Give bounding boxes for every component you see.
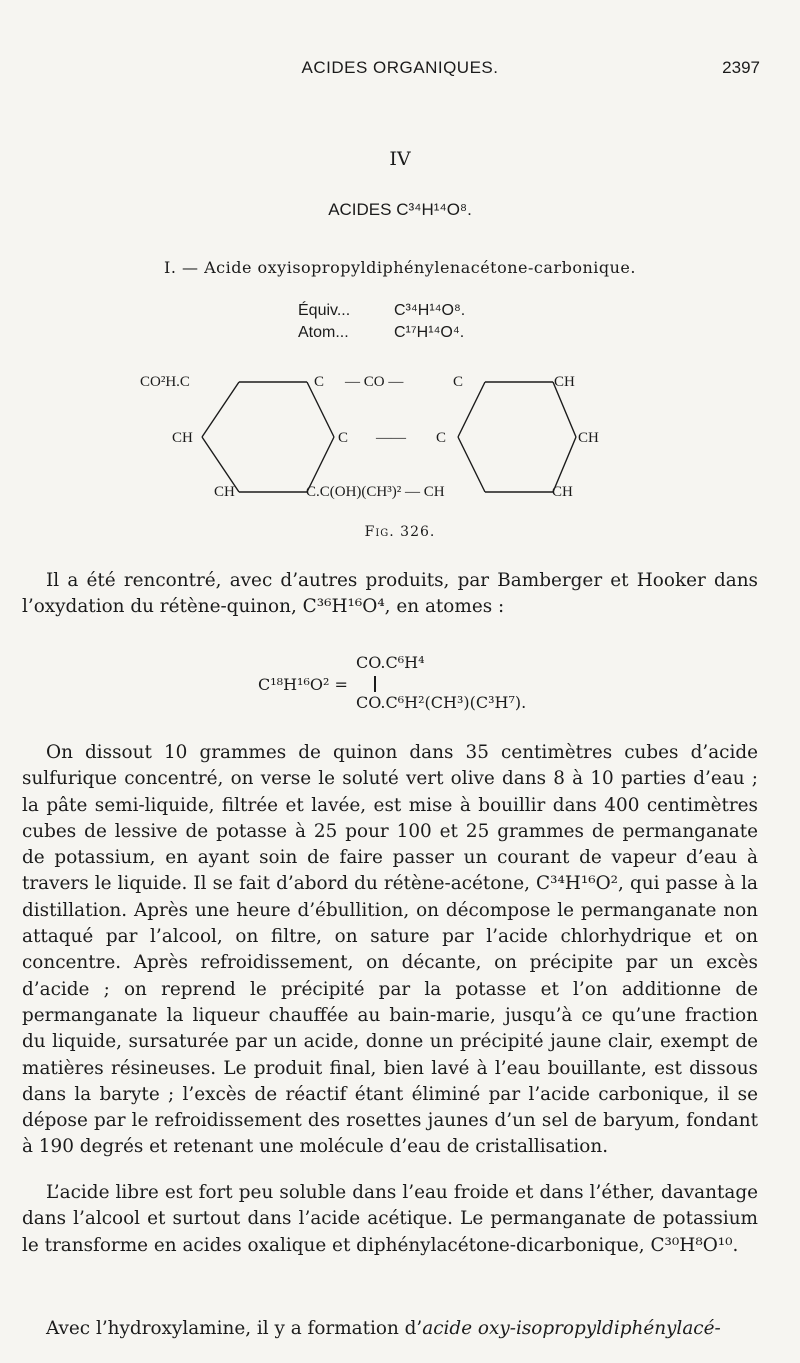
- fig-label-mid-c2: C: [436, 430, 447, 446]
- paragraph-3-text: L’acide libre est fort peu soluble dans l’eau froide et dans l’éther, davantage dans l’alcool et surtout dans l’acide acétique. Le permanganate de potassium le transforme en acides oxalique et diphénylacétone-dicarbonique, C³⁰H⁸O¹⁰.: [22, 1182, 758, 1256]
- subheading: I. — Acide oxyisopropyldiphénylenacétone-carbonique.: [164, 258, 636, 277]
- formula-block: [298, 300, 465, 344]
- paragraph-3: [22, 1180, 758, 1259]
- paragraph-1: [22, 568, 758, 621]
- paragraph-4-text: Avec l’hydroxylamine, il y a formation d’: [46, 1318, 423, 1339]
- page-number: 2397: [722, 58, 760, 77]
- fig-label-top-c2: C: [453, 374, 464, 390]
- fig-label-mid-c1: C: [338, 430, 349, 446]
- equation-left: C¹⁸H¹⁶O² =: [258, 675, 348, 694]
- fig-label-mid-right: CH: [578, 430, 599, 446]
- fig-label-top-left: CO²H.C: [140, 374, 190, 390]
- figure-caption: Fig. 326.: [364, 524, 436, 540]
- paragraph-2: [22, 740, 758, 1161]
- paragraph-4-italic: acide oxy-isopropyldiphénylacé-: [422, 1318, 721, 1339]
- running-head: [0, 58, 800, 82]
- fig-label-bot-mid: C.C(OH)(CH³)² — CH: [306, 484, 445, 500]
- paragraph-2-text: On dissout 10 grammes de quinon dans 35 centimètres cubes d’acide sulfurique concentré, on verse le soluté vert olive dans 8 à 10 parties d’eau ; la pâte semi-liquide, filtrée et lavée, est mise à bouillir dans 400 centimètres cubes de lessive de potasse à 25 pour 100 et 25 grammes de permanganate de potassium, en ayant soin de faire passer un courant de vapeur d’eau à travers le liquide. Il se fait d’abord du rétène-acétone, C³⁴H¹⁶O², qui passe à la distillation. Après une heure d’ébullition, on décompose le permanganate non attaqué par l’alcool, on filtre, on sature par l’acide chlorhydrique et on concentre. Après refroidissement, on décante, on précipite par un excès d’acide ; on reprend le précipité par la potasse et l’on additionne de permanganate la liqueur chauffée au bain-marie, jusqu’à ce qu’une fraction du liquide, sursaturée par un acide, donne un précipité jaune clair, exempt de matières résineuses. Le produit final, bien lavé à l’eau bouillante, est dissous dans la baryte ; l’excès de réactif étant éliminé par l’acide carbonique, il se dépose par le refroidissement des rosettes jaunes d’un sel de baryum, fondant à 190 degrés et retenant une molécule d’eau de cristallisation.: [22, 742, 758, 1158]
- atom-label: Atom...: [298, 324, 349, 341]
- fig-label-mid-dash: ——: [376, 430, 406, 446]
- equation-bond-line: [374, 676, 376, 692]
- atom-value: C¹⁷H¹⁴O⁴.: [394, 324, 465, 341]
- fig-label-mid-left: CH: [172, 430, 193, 446]
- section-title: ACIDES C³⁴H¹⁴O⁸.: [328, 200, 472, 219]
- equation-right-top: CO.C⁶H⁴: [356, 653, 425, 672]
- equiv-value: C³⁴H¹⁴O⁸.: [394, 302, 466, 319]
- fig-label-top-c1: C: [314, 374, 325, 390]
- fig-label-bot-right: CH: [552, 484, 573, 500]
- structural-formula-figure: [140, 362, 620, 512]
- equation-right-bottom: CO.C⁶H²(CH³)(C³H⁷).: [356, 693, 527, 712]
- fig-label-top-right: CH: [554, 374, 575, 390]
- fig-label-bot-left: CH: [214, 484, 235, 500]
- paragraph-1-text: Il a été rencontré, avec d’autres produits, par Bamberger et Hooker dans l’oxydation du rétène-quinon, C³⁶H¹⁶O⁴, en atomes :: [22, 570, 758, 618]
- paragraph-4: [22, 1316, 758, 1342]
- equiv-label: Équiv...: [298, 302, 351, 319]
- fig-label-top-co: — CO —: [345, 374, 404, 390]
- running-head-title: ACIDES ORGANIQUES.: [301, 58, 499, 77]
- section-number: IV: [389, 148, 411, 170]
